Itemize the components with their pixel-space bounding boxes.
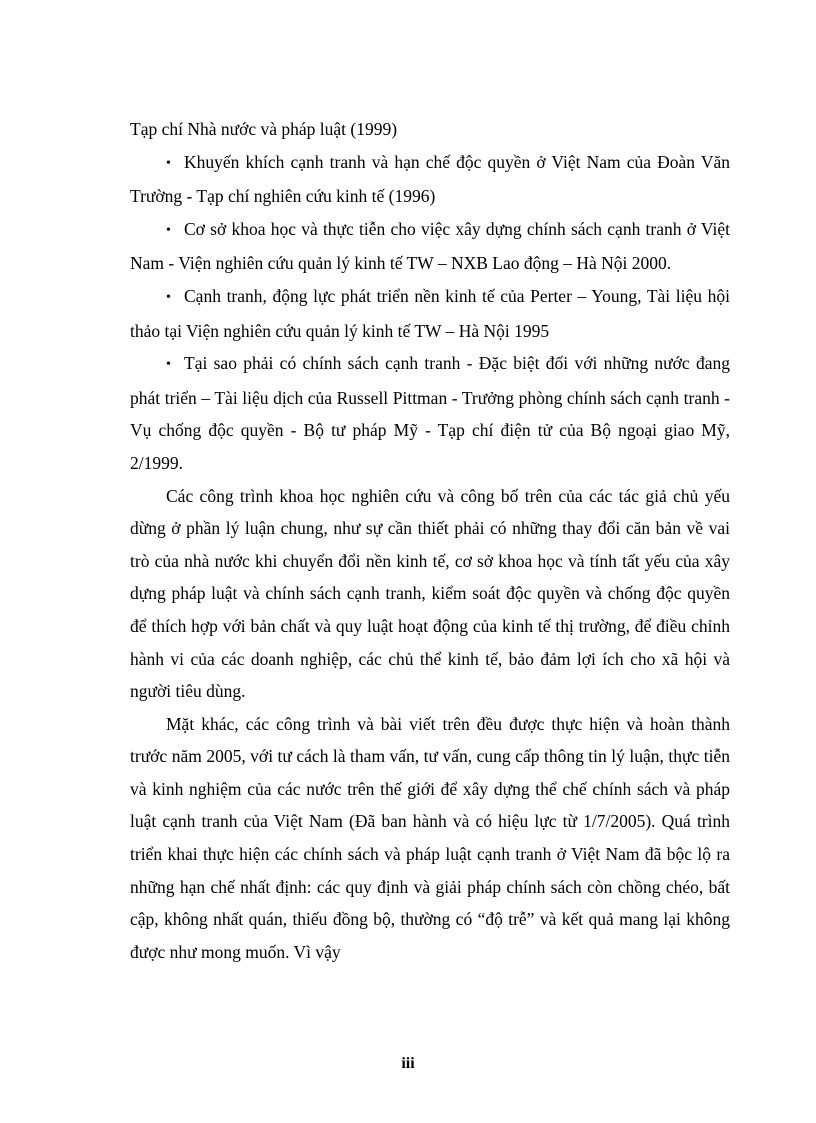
bullet-item <box>130 280 730 347</box>
continuation-line: Tạp chí Nhà nước và pháp luật (1999) <box>130 119 398 139</box>
bullet-text: Khuyến khích cạnh tranh và hạn chế độc quyền ở Việt Nam của Đoàn Văn Trường - Tạp chí nghiên cứu kinh tế (1996) <box>130 151 730 207</box>
bullet-icon: • <box>166 357 171 373</box>
body-paragraph: Các công trình khoa học nghiên cứu và công bố trên của các tác giả chủ yếu dừng ở phần lý luận chung, như sự cần thiết phải có những thay đổi căn bản về vai trò của nhà nước khi chuyển đổi nền kinh tế, cơ sở khoa học và tính tất yếu của xây dựng pháp luật và chính sách cạnh tranh, kiểm soát độc quyền và chống độc quyền để thích hợp với bản chất và quy luật hoạt động của kinh tế thị trường, để điều chỉnh hành vi của các doanh nghiệp, các chủ thể kinh tế, bảo đảm lợi ích cho xã hội và người tiêu dùng. <box>130 485 730 702</box>
bullet-text: Cơ sở khoa học và thực tiễn cho việc xây dựng chính sách cạnh tranh ở Việt Nam - Viện nghiên cứu quản lý kinh tế TW – NXB Lao động – Hà Nội 2000. <box>130 218 730 274</box>
body-paragraph: Mặt khác, các công trình và bài viết trên đều được thực hiện và hoàn thành trước năm 2005, với tư cách là tham vấn, tư vấn, cung cấp thông tin lý luận, thực tiễn và kinh nghiệm của các nước trên thế giới để xây dựng thể chế chính sách và pháp luật cạnh tranh của Việt Nam (Đã ban hành và có hiệu lực từ 1/7/2005). Quá trình triển khai thực hiện các chính sách và pháp luật cạnh tranh ở Việt Nam đã bộc lộ ra những hạn chế nhất định: các quy định và giải pháp chính sách còn chồng chéo, bất cập, không nhất quán, thiếu đồng bộ, thường có “độ trễ” và kết quả mang lại không được như mong muốn. Vì vậy <box>130 713 730 962</box>
bullet-icon: • <box>166 155 171 171</box>
bullet-text: Cạnh tranh, động lực phát triển nền kinh tế của Perter – Young, Tài liệu hội thảo tại Viện nghiên cứu quản lý kinh tế TW – Hà Nội 1995 <box>130 285 730 341</box>
bullet-item <box>130 213 730 280</box>
bullet-text: Tại sao phải có chính sách cạnh tranh - Đặc biệt đối với những nước đang phát triển – Tài liệu dịch của Russell Pittman - Trưởng phòng chính sách cạnh tranh - Vụ chống độc quyền - Bộ tư pháp Mỹ - Tạp chí điện tử của Bộ ngoại giao Mỹ, 2/1999. <box>130 353 730 473</box>
bullet-item <box>130 347 730 479</box>
page-number: iii <box>401 1055 415 1072</box>
bullet-icon: • <box>166 289 171 305</box>
bullet-item <box>130 146 730 213</box>
bullet-icon: • <box>166 222 171 238</box>
page-body <box>130 113 730 968</box>
